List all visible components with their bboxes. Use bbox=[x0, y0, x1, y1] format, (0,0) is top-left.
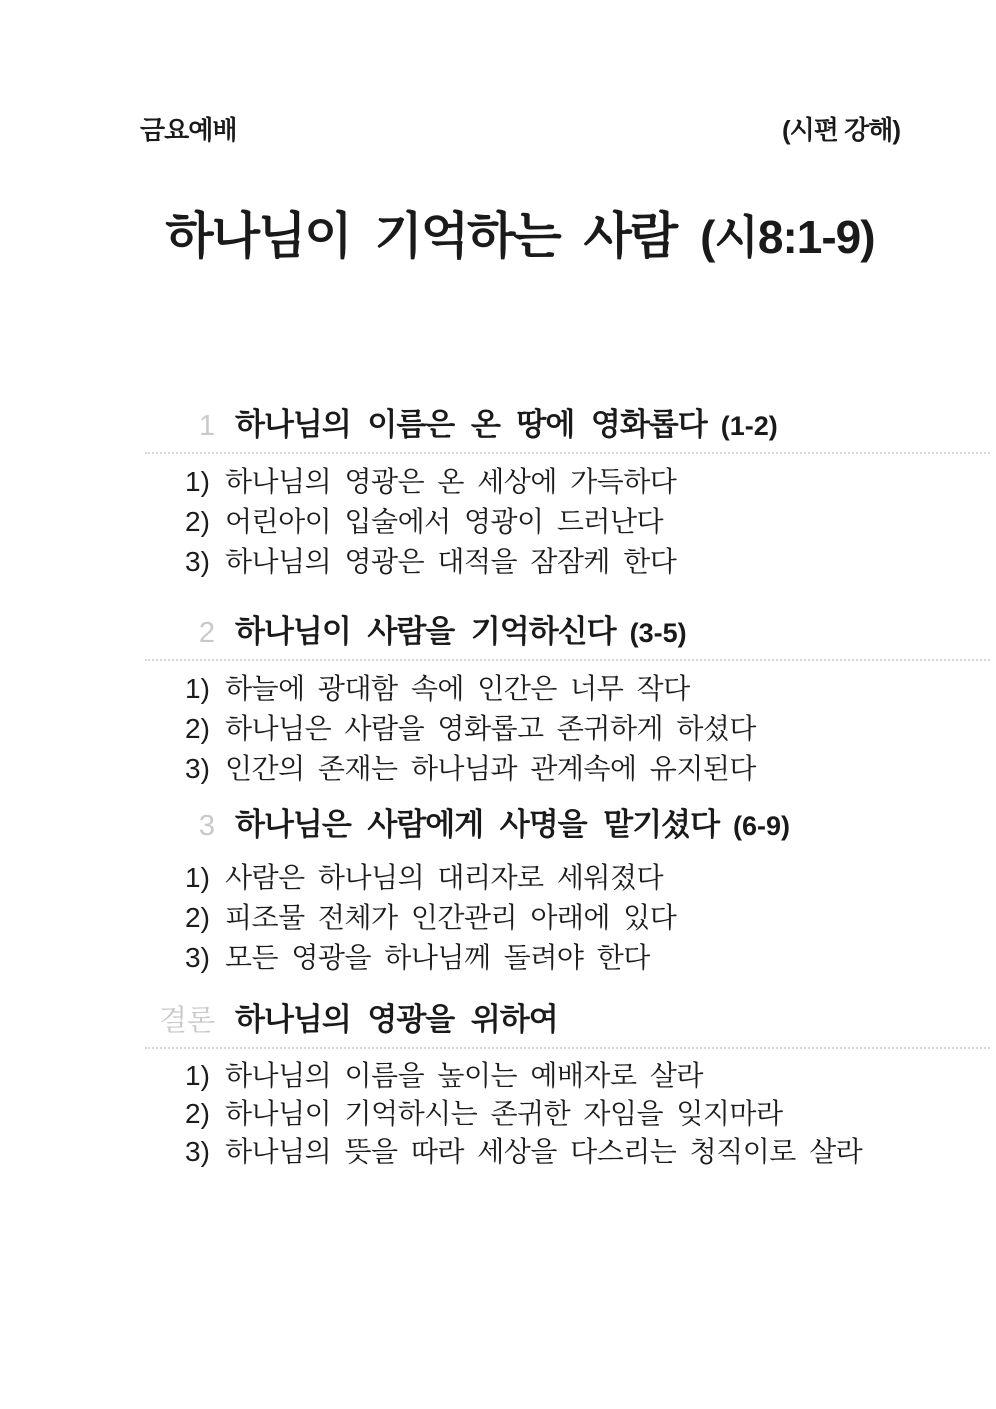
list-item bbox=[185, 669, 996, 709]
list-item-text: 하나님의 영광은 온 세상에 가득하다 bbox=[225, 466, 677, 497]
section-2-title: 하나님이 사람을 기억하신다 bbox=[235, 614, 616, 649]
list-item bbox=[185, 462, 996, 502]
list-item-text: 하나님의 이름을 높이는 예배자로 살라 bbox=[225, 1060, 703, 1091]
section-1-number: 1 bbox=[198, 410, 215, 442]
section-1-heading bbox=[0, 405, 996, 446]
list-item-marker: 2) bbox=[185, 506, 210, 537]
list-item-marker: 3) bbox=[185, 546, 210, 577]
section-3 bbox=[0, 805, 996, 978]
list-item-text: 하늘에 광대함 속에 인간은 너무 작다 bbox=[225, 673, 690, 704]
section-1-title: 하나님의 이름은 온 땅에 영화롭다 bbox=[235, 407, 707, 442]
section-3-verse-range: (6-9) bbox=[733, 811, 791, 841]
conclusion-heading bbox=[0, 1000, 996, 1041]
section-3-number: 3 bbox=[198, 810, 215, 842]
conclusion-label: 결론 bbox=[158, 1005, 215, 1037]
page-title-scripture-ref: (시8:1-9) bbox=[700, 211, 875, 263]
section-1 bbox=[0, 405, 996, 582]
list-item-text: 하나님의 뜻을 따라 세상을 다스리는 청직이로 살라 bbox=[225, 1136, 863, 1167]
list-item bbox=[185, 1095, 996, 1133]
section-1-items bbox=[185, 462, 996, 582]
list-item bbox=[185, 858, 996, 898]
section-2-verse-range: (3-5) bbox=[629, 618, 687, 648]
list-item bbox=[185, 938, 996, 978]
section-1-verse-range: (1-2) bbox=[720, 411, 778, 441]
list-item-marker: 2) bbox=[185, 902, 210, 933]
list-item-marker: 1) bbox=[185, 466, 210, 497]
list-item-marker: 1) bbox=[185, 1060, 210, 1091]
list-item bbox=[185, 1057, 996, 1095]
list-item-marker: 1) bbox=[185, 673, 210, 704]
header-service-name: 금요예배 bbox=[140, 115, 237, 145]
list-item-marker: 3) bbox=[185, 942, 210, 973]
section-2 bbox=[0, 612, 996, 789]
list-item-text: 하나님이 기억하시는 존귀한 자임을 잊지마라 bbox=[225, 1098, 783, 1129]
list-item-text: 피조물 전체가 인간관리 아래에 있다 bbox=[225, 902, 677, 933]
list-item bbox=[185, 542, 996, 582]
list-item-text: 어린아이 입술에서 영광이 드러난다 bbox=[225, 506, 664, 537]
conclusion-title: 하나님의 영광을 위하여 bbox=[235, 1002, 558, 1037]
dotted-divider bbox=[145, 1047, 990, 1049]
dotted-divider bbox=[145, 452, 990, 454]
list-item bbox=[185, 898, 996, 938]
list-item-text: 사람은 하나님의 대리자로 세워졌다 bbox=[225, 862, 664, 893]
list-item bbox=[185, 709, 996, 749]
section-2-heading bbox=[0, 612, 996, 653]
list-item-marker: 2) bbox=[185, 1098, 210, 1129]
list-item bbox=[185, 749, 996, 789]
list-item bbox=[185, 1133, 996, 1171]
section-conclusion bbox=[0, 1000, 996, 1171]
conclusion-items bbox=[185, 1057, 996, 1171]
list-item bbox=[185, 502, 996, 542]
section-2-items bbox=[185, 669, 996, 789]
list-item-text: 모든 영광을 하나님께 돌려야 한다 bbox=[225, 942, 650, 973]
list-item-text: 하나님의 영광은 대적을 잠잠케 한다 bbox=[225, 546, 677, 577]
section-3-title: 하나님은 사람에게 사명을 맡기셨다 bbox=[235, 807, 720, 842]
list-item-marker: 3) bbox=[185, 753, 210, 784]
dotted-divider bbox=[145, 659, 990, 661]
section-3-heading bbox=[0, 805, 996, 846]
section-2-number: 2 bbox=[198, 617, 215, 649]
section-3-items bbox=[185, 858, 996, 978]
list-item-text: 인간의 존재는 하나님과 관계속에 유지된다 bbox=[225, 753, 756, 784]
list-item-marker: 3) bbox=[185, 1136, 210, 1167]
list-item-marker: 2) bbox=[185, 713, 210, 744]
list-item-text: 하나님은 사람을 영화롭고 존귀하게 하셨다 bbox=[225, 713, 756, 744]
header-series-name: (시편 강해) bbox=[781, 115, 900, 145]
list-item-marker: 1) bbox=[185, 862, 210, 893]
page-title bbox=[140, 196, 900, 268]
page-title-text: 하나님이 기억하는 사람 bbox=[165, 208, 677, 264]
